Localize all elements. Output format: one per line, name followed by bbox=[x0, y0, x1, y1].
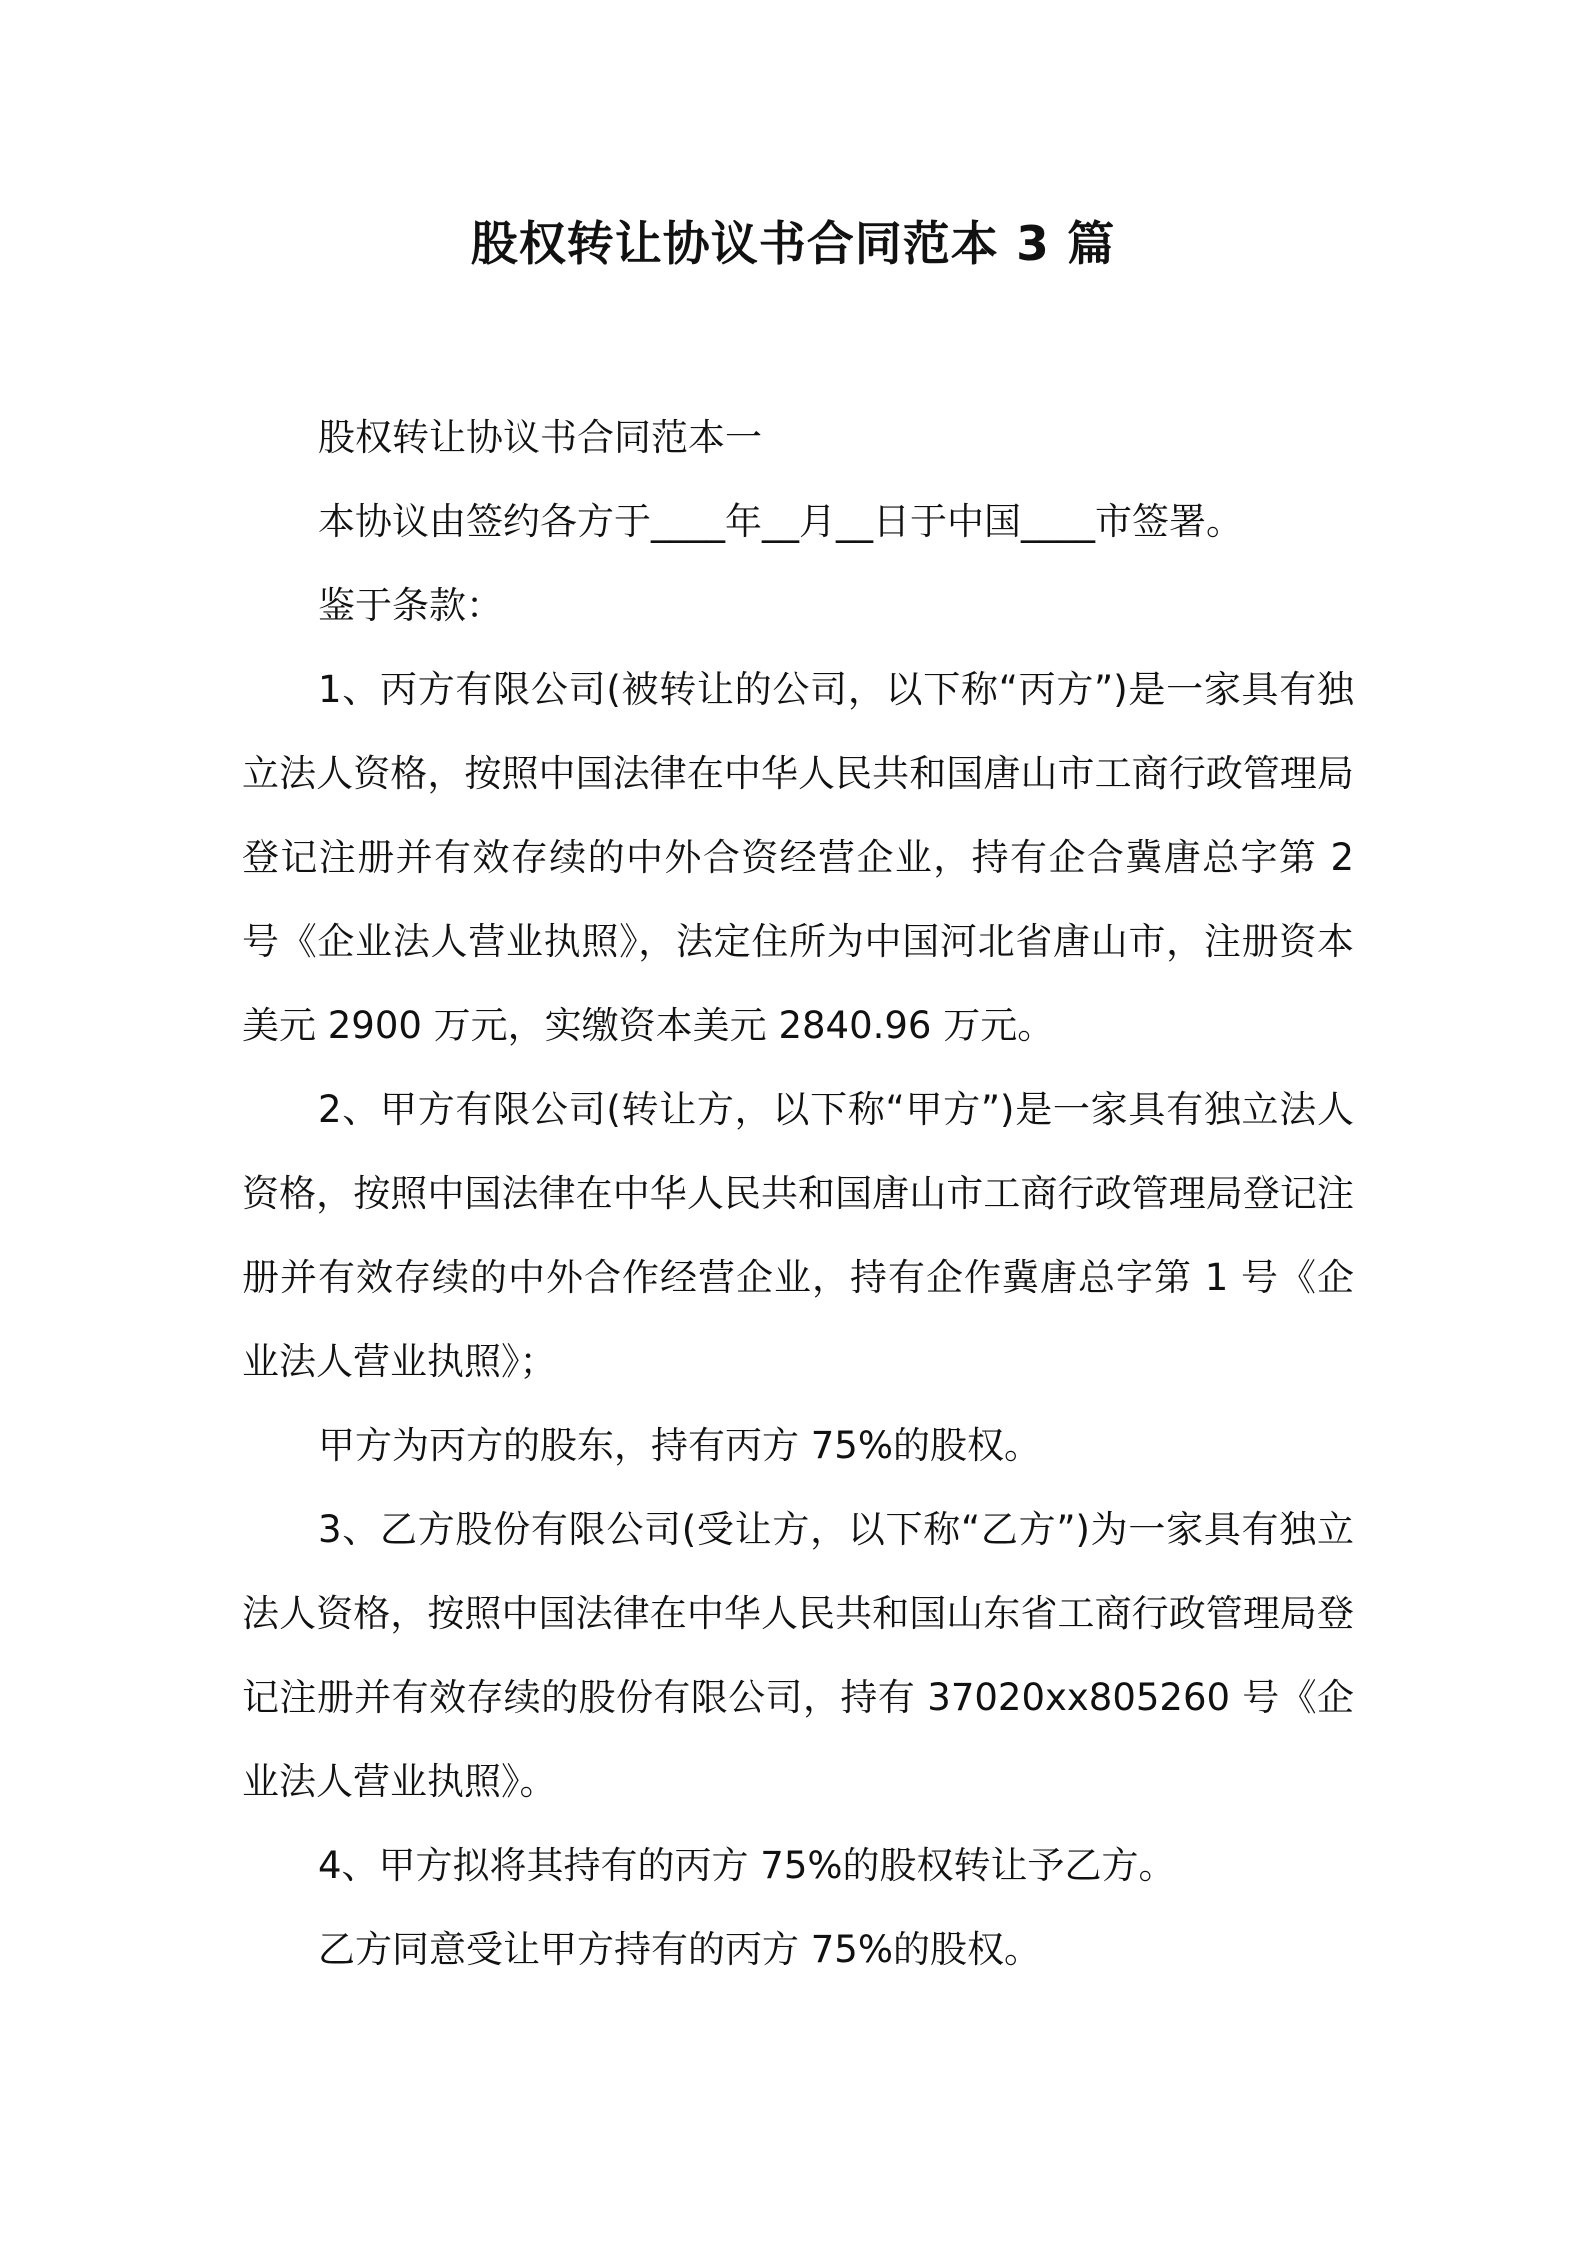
clause-2-note: 甲方为丙方的股东，持有丙方 75%的股权。 bbox=[318, 1424, 1041, 1467]
clause-3: 3、乙方股份有限公司(受让方，以下称“乙方”)为一家具有独立法人资格，按照中国法律在中华人民共和国山东省工商行政管理局登记注册并有效存续的股份有限公司，持有 37020xx805260 号《企业法人营业执照》。 bbox=[242, 1508, 1354, 1803]
clause-4: 4、甲方拟将其持有的丙方 75%的股权转让予乙方。 bbox=[318, 1844, 1176, 1887]
clause-2: 2、甲方有限公司(转让方，以下称“甲方”)是一家具有独立法人资格，按照中国法律在中华人民共和国唐山市工商行政管理局登记注册并有效存续的中外合作经营企业，持有企作冀唐总字第 1 号《企业法人营业执照》； bbox=[242, 1088, 1354, 1383]
clause-1: 1、丙方有限公司(被转让的公司，以下称“丙方”)是一家具有独立法人资格，按照中国法律在中华人民共和国唐山市工商行政管理局登记注册并有效存续的中外合资经营企业，持有企合冀唐总字第 2 号《企业法人营业执照》，法定住所为中国河北省唐山市，注册资本美元 2900 万元，实缴资本美元 2840.96 万元。 bbox=[242, 668, 1354, 1047]
recitals-heading: 鉴于条款： bbox=[318, 584, 503, 627]
signing-statement: 本协议由签约各方于____年__月__日于中国____市签署。 bbox=[318, 500, 1243, 543]
document-body bbox=[242, 396, 1354, 1992]
clause-4-note: 乙方同意受让甲方持有的丙方 75%的股权。 bbox=[318, 1928, 1041, 1971]
document-title: 股权转让协议书合同范本 3 篇 bbox=[470, 217, 1116, 272]
section-heading: 股权转让协议书合同范本一 bbox=[318, 416, 762, 459]
